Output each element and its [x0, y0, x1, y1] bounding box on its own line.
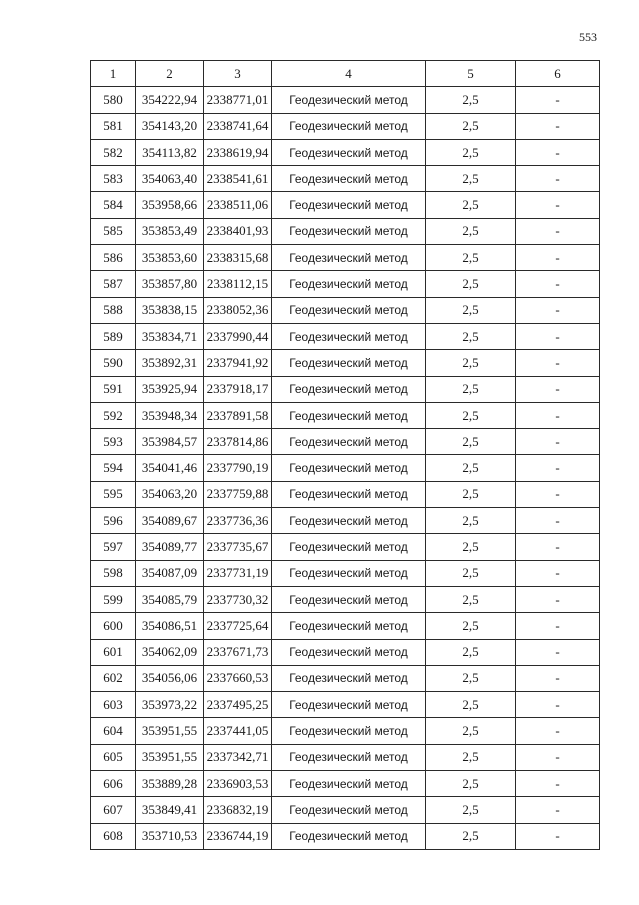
x-coordinate-cell: 353853,60: [136, 245, 204, 271]
header-row: [91, 61, 600, 87]
y-coordinate-cell: 2337735,67: [204, 534, 272, 560]
x-coordinate-cell: 353925,94: [136, 376, 204, 402]
table-header: [91, 61, 600, 87]
note-cell: -: [516, 297, 600, 323]
y-coordinate-cell: 2337990,44: [204, 323, 272, 349]
table-row: [91, 245, 600, 271]
x-coordinate-cell: 353951,55: [136, 718, 204, 744]
method-cell: Геодезический метод: [272, 166, 426, 192]
x-coordinate-cell: 354085,79: [136, 586, 204, 612]
table-row: [91, 718, 600, 744]
method-cell: Геодезический метод: [272, 271, 426, 297]
y-coordinate-cell: 2337730,32: [204, 586, 272, 612]
note-cell: -: [516, 481, 600, 507]
accuracy-cell: 2,5: [426, 534, 516, 560]
table-row: [91, 586, 600, 612]
table-row: [91, 823, 600, 849]
point-number-cell: 588: [91, 297, 136, 323]
note-cell: -: [516, 429, 600, 455]
accuracy-cell: 2,5: [426, 429, 516, 455]
accuracy-cell: 2,5: [426, 297, 516, 323]
x-coordinate-cell: 353973,22: [136, 692, 204, 718]
point-number-cell: 605: [91, 744, 136, 770]
accuracy-cell: 2,5: [426, 350, 516, 376]
table-row: [91, 744, 600, 770]
method-cell: Геодезический метод: [272, 665, 426, 691]
page-number: 553: [579, 30, 597, 44]
point-number-cell: 592: [91, 402, 136, 428]
point-number-cell: 600: [91, 613, 136, 639]
note-cell: -: [516, 402, 600, 428]
accuracy-cell: 2,5: [426, 376, 516, 402]
y-coordinate-cell: 2337891,58: [204, 402, 272, 428]
method-cell: Геодезический метод: [272, 192, 426, 218]
coordinates-table: [90, 60, 600, 850]
table-row: [91, 429, 600, 455]
table-row: [91, 271, 600, 297]
header-col-6: 6: [516, 61, 600, 87]
y-coordinate-cell: 2337441,05: [204, 718, 272, 744]
x-coordinate-cell: 354063,20: [136, 481, 204, 507]
x-coordinate-cell: 353948,34: [136, 402, 204, 428]
method-cell: Геодезический метод: [272, 139, 426, 165]
method-cell: Геодезический метод: [272, 87, 426, 113]
accuracy-cell: 2,5: [426, 771, 516, 797]
method-cell: Геодезический метод: [272, 797, 426, 823]
note-cell: -: [516, 797, 600, 823]
accuracy-cell: 2,5: [426, 665, 516, 691]
x-coordinate-cell: 354087,09: [136, 560, 204, 586]
accuracy-cell: 2,5: [426, 402, 516, 428]
method-cell: Геодезический метод: [272, 402, 426, 428]
method-cell: Геодезический метод: [272, 823, 426, 849]
method-cell: Геодезический метод: [272, 534, 426, 560]
table-row: [91, 350, 600, 376]
note-cell: -: [516, 771, 600, 797]
method-cell: Геодезический метод: [272, 481, 426, 507]
note-cell: -: [516, 192, 600, 218]
table-row: [91, 797, 600, 823]
table-row: [91, 639, 600, 665]
point-number-cell: 608: [91, 823, 136, 849]
method-cell: Геодезический метод: [272, 771, 426, 797]
method-cell: Геодезический метод: [272, 245, 426, 271]
point-number-cell: 604: [91, 718, 136, 744]
accuracy-cell: 2,5: [426, 639, 516, 665]
y-coordinate-cell: 2337759,88: [204, 481, 272, 507]
method-cell: Геодезический метод: [272, 323, 426, 349]
table-row: [91, 771, 600, 797]
table-row: [91, 376, 600, 402]
method-cell: Геодезический метод: [272, 613, 426, 639]
x-coordinate-cell: 353853,49: [136, 218, 204, 244]
note-cell: -: [516, 271, 600, 297]
note-cell: -: [516, 218, 600, 244]
point-number-cell: 587: [91, 271, 136, 297]
x-coordinate-cell: 353984,57: [136, 429, 204, 455]
x-coordinate-cell: 354062,09: [136, 639, 204, 665]
accuracy-cell: 2,5: [426, 87, 516, 113]
x-coordinate-cell: 353834,71: [136, 323, 204, 349]
y-coordinate-cell: 2338619,94: [204, 139, 272, 165]
accuracy-cell: 2,5: [426, 166, 516, 192]
x-coordinate-cell: 354222,94: [136, 87, 204, 113]
point-number-cell: 606: [91, 771, 136, 797]
y-coordinate-cell: 2337790,19: [204, 455, 272, 481]
table-row: [91, 297, 600, 323]
point-number-cell: 589: [91, 323, 136, 349]
x-coordinate-cell: 354089,67: [136, 508, 204, 534]
x-coordinate-cell: 354089,77: [136, 534, 204, 560]
note-cell: -: [516, 455, 600, 481]
point-number-cell: 598: [91, 560, 136, 586]
table-row: [91, 218, 600, 244]
table-row: [91, 323, 600, 349]
y-coordinate-cell: 2338401,93: [204, 218, 272, 244]
x-coordinate-cell: 354041,46: [136, 455, 204, 481]
y-coordinate-cell: 2338511,06: [204, 192, 272, 218]
y-coordinate-cell: 2337660,53: [204, 665, 272, 691]
table-row: [91, 139, 600, 165]
note-cell: -: [516, 718, 600, 744]
table-row: [91, 87, 600, 113]
accuracy-cell: 2,5: [426, 245, 516, 271]
accuracy-cell: 2,5: [426, 823, 516, 849]
y-coordinate-cell: 2338771,01: [204, 87, 272, 113]
method-cell: Геодезический метод: [272, 113, 426, 139]
y-coordinate-cell: 2338112,15: [204, 271, 272, 297]
table-body: [91, 87, 600, 850]
point-number-cell: 607: [91, 797, 136, 823]
header-col-2: 2: [136, 61, 204, 87]
y-coordinate-cell: 2337814,86: [204, 429, 272, 455]
note-cell: -: [516, 508, 600, 534]
table-row: [91, 192, 600, 218]
x-coordinate-cell: 353889,28: [136, 771, 204, 797]
x-coordinate-cell: 354113,82: [136, 139, 204, 165]
y-coordinate-cell: 2336744,19: [204, 823, 272, 849]
accuracy-cell: 2,5: [426, 323, 516, 349]
note-cell: -: [516, 113, 600, 139]
x-coordinate-cell: 353892,31: [136, 350, 204, 376]
table-row: [91, 665, 600, 691]
point-number-cell: 596: [91, 508, 136, 534]
note-cell: -: [516, 323, 600, 349]
note-cell: -: [516, 166, 600, 192]
accuracy-cell: 2,5: [426, 139, 516, 165]
accuracy-cell: 2,5: [426, 218, 516, 244]
y-coordinate-cell: 2338052,36: [204, 297, 272, 323]
note-cell: -: [516, 744, 600, 770]
table-row: [91, 613, 600, 639]
x-coordinate-cell: 353710,53: [136, 823, 204, 849]
point-number-cell: 582: [91, 139, 136, 165]
note-cell: -: [516, 692, 600, 718]
accuracy-cell: 2,5: [426, 192, 516, 218]
header-col-3: 3: [204, 61, 272, 87]
accuracy-cell: 2,5: [426, 718, 516, 744]
point-number-cell: 585: [91, 218, 136, 244]
table-row: [91, 692, 600, 718]
method-cell: Геодезический метод: [272, 218, 426, 244]
table-row: [91, 534, 600, 560]
y-coordinate-cell: 2337495,25: [204, 692, 272, 718]
accuracy-cell: 2,5: [426, 455, 516, 481]
point-number-cell: 595: [91, 481, 136, 507]
header-col-4: 4: [272, 61, 426, 87]
point-number-cell: 601: [91, 639, 136, 665]
accuracy-cell: 2,5: [426, 481, 516, 507]
note-cell: -: [516, 639, 600, 665]
note-cell: -: [516, 823, 600, 849]
method-cell: Геодезический метод: [272, 639, 426, 665]
accuracy-cell: 2,5: [426, 271, 516, 297]
table-row: [91, 560, 600, 586]
accuracy-cell: 2,5: [426, 613, 516, 639]
method-cell: Геодезический метод: [272, 350, 426, 376]
accuracy-cell: 2,5: [426, 508, 516, 534]
accuracy-cell: 2,5: [426, 113, 516, 139]
point-number-cell: 590: [91, 350, 136, 376]
method-cell: Геодезический метод: [272, 376, 426, 402]
point-number-cell: 581: [91, 113, 136, 139]
note-cell: -: [516, 350, 600, 376]
point-number-cell: 591: [91, 376, 136, 402]
point-number-cell: 584: [91, 192, 136, 218]
y-coordinate-cell: 2337725,64: [204, 613, 272, 639]
accuracy-cell: 2,5: [426, 560, 516, 586]
point-number-cell: 583: [91, 166, 136, 192]
point-number-cell: 602: [91, 665, 136, 691]
y-coordinate-cell: 2337941,92: [204, 350, 272, 376]
method-cell: Геодезический метод: [272, 297, 426, 323]
y-coordinate-cell: 2336832,19: [204, 797, 272, 823]
accuracy-cell: 2,5: [426, 744, 516, 770]
note-cell: -: [516, 613, 600, 639]
y-coordinate-cell: 2338741,64: [204, 113, 272, 139]
method-cell: Геодезический метод: [272, 508, 426, 534]
x-coordinate-cell: 353838,15: [136, 297, 204, 323]
table-row: [91, 481, 600, 507]
x-coordinate-cell: 353958,66: [136, 192, 204, 218]
note-cell: -: [516, 586, 600, 612]
point-number-cell: 599: [91, 586, 136, 612]
y-coordinate-cell: 2337918,17: [204, 376, 272, 402]
point-number-cell: 593: [91, 429, 136, 455]
note-cell: -: [516, 245, 600, 271]
y-coordinate-cell: 2336903,53: [204, 771, 272, 797]
note-cell: -: [516, 376, 600, 402]
table-row: [91, 113, 600, 139]
note-cell: -: [516, 534, 600, 560]
table-row: [91, 455, 600, 481]
x-coordinate-cell: 354056,06: [136, 665, 204, 691]
point-number-cell: 594: [91, 455, 136, 481]
point-number-cell: 603: [91, 692, 136, 718]
note-cell: -: [516, 665, 600, 691]
note-cell: -: [516, 87, 600, 113]
header-col-1: 1: [91, 61, 136, 87]
table-row: [91, 402, 600, 428]
x-coordinate-cell: 353951,55: [136, 744, 204, 770]
method-cell: Геодезический метод: [272, 560, 426, 586]
accuracy-cell: 2,5: [426, 797, 516, 823]
method-cell: Геодезический метод: [272, 455, 426, 481]
x-coordinate-cell: 354143,20: [136, 113, 204, 139]
point-number-cell: 597: [91, 534, 136, 560]
coordinates-table-container: [90, 60, 600, 850]
method-cell: Геодезический метод: [272, 718, 426, 744]
x-coordinate-cell: 353857,80: [136, 271, 204, 297]
note-cell: -: [516, 560, 600, 586]
y-coordinate-cell: 2338541,61: [204, 166, 272, 192]
method-cell: Геодезический метод: [272, 586, 426, 612]
point-number-cell: 580: [91, 87, 136, 113]
method-cell: Геодезический метод: [272, 429, 426, 455]
point-number-cell: 586: [91, 245, 136, 271]
y-coordinate-cell: 2338315,68: [204, 245, 272, 271]
accuracy-cell: 2,5: [426, 692, 516, 718]
x-coordinate-cell: 354086,51: [136, 613, 204, 639]
y-coordinate-cell: 2337736,36: [204, 508, 272, 534]
accuracy-cell: 2,5: [426, 586, 516, 612]
y-coordinate-cell: 2337342,71: [204, 744, 272, 770]
x-coordinate-cell: 353849,41: [136, 797, 204, 823]
table-row: [91, 166, 600, 192]
y-coordinate-cell: 2337731,19: [204, 560, 272, 586]
note-cell: -: [516, 139, 600, 165]
header-col-5: 5: [426, 61, 516, 87]
method-cell: Геодезический метод: [272, 692, 426, 718]
table-row: [91, 508, 600, 534]
x-coordinate-cell: 354063,40: [136, 166, 204, 192]
method-cell: Геодезический метод: [272, 744, 426, 770]
y-coordinate-cell: 2337671,73: [204, 639, 272, 665]
